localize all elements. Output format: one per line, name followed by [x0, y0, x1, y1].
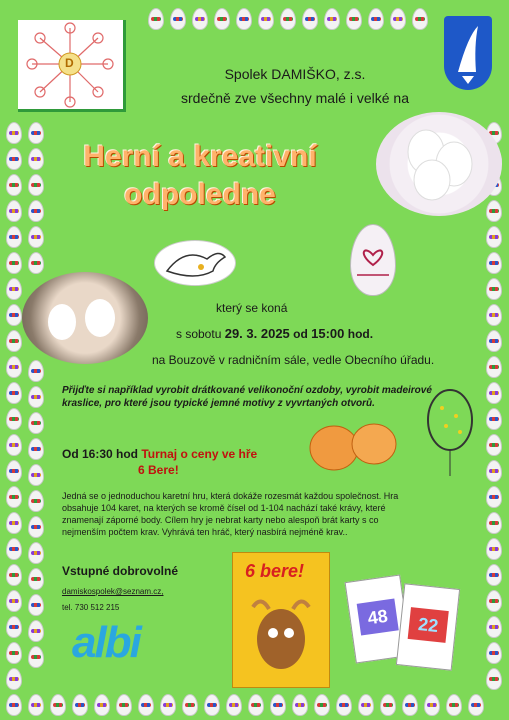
decorative-egg [336, 694, 352, 716]
tournament-time: Od 16:30 hod [62, 447, 139, 461]
title-line-2: odpoledne [124, 178, 276, 211]
decorative-egg [486, 226, 502, 248]
decorative-egg [6, 694, 22, 716]
decorative-egg [358, 694, 374, 716]
decorative-egg [486, 330, 502, 352]
craft-description: Přijďte si například vyrobit drátkované velikonoční ozdoby, vyrobit madeirové kraslice, pro které jsou typické jemné motivy z vyvrtaných otvorů. [62, 385, 432, 409]
phone-number: tel. 730 512 215 [62, 603, 120, 612]
decorative-egg [486, 356, 502, 378]
decorative-egg [94, 694, 110, 716]
event-date-line [176, 326, 373, 342]
decorative-egg [28, 252, 44, 274]
decorative-egg [138, 694, 154, 716]
decorative-egg [192, 8, 208, 30]
decorative-egg [412, 8, 428, 30]
decorative-egg [6, 564, 22, 586]
event-date: 29. 3. 2025 [224, 326, 290, 341]
lace-eggs-photo [376, 112, 502, 216]
decorative-egg [6, 590, 22, 612]
decorative-egg [486, 616, 502, 638]
event-intro: který se koná [216, 301, 288, 315]
game-box-title: 6 bere! [245, 561, 305, 581]
organizer-text [160, 62, 430, 110]
heart-egg-photo [350, 224, 396, 296]
decorative-egg [28, 386, 44, 408]
decorative-egg [486, 304, 502, 326]
decorative-egg [226, 694, 242, 716]
wire-egg-photo [412, 386, 490, 478]
decorative-egg [368, 8, 384, 30]
decorative-egg [486, 278, 502, 300]
decorative-egg [236, 8, 252, 30]
decorative-egg [486, 512, 502, 534]
decorative-egg [6, 434, 22, 456]
tournament-name-1: Turnaj o ceny ve hře [141, 447, 258, 461]
decorative-egg [390, 8, 406, 30]
decorative-egg [302, 8, 318, 30]
decorative-egg [486, 668, 502, 690]
decorative-egg [380, 694, 396, 716]
page-title [40, 138, 360, 214]
decorative-egg [6, 642, 22, 664]
invite-line: srdečně zve všechny malé i velké na [181, 90, 409, 106]
game-cards-image [344, 572, 456, 668]
decorative-egg [6, 668, 22, 690]
decorative-egg [6, 148, 22, 170]
decorative-egg [6, 252, 22, 274]
decorative-egg [270, 694, 286, 716]
email-link[interactable]: damiskospolek@seznam.cz, [62, 587, 164, 596]
decorative-egg [324, 8, 340, 30]
decorative-egg [28, 542, 44, 564]
decorative-egg [6, 382, 22, 404]
albi-logo: albi [72, 618, 140, 667]
title-line-1: Herní a kreativní [83, 140, 317, 173]
decorative-egg [28, 464, 44, 486]
decorative-egg [6, 330, 22, 352]
decorative-egg [28, 438, 44, 460]
tournament-name-2: 6 Bere! [138, 463, 179, 477]
decorative-egg [160, 694, 176, 716]
decorative-egg [6, 174, 22, 196]
decorative-egg [424, 694, 440, 716]
decorative-egg [6, 278, 22, 300]
decorative-egg [248, 694, 264, 716]
decorative-egg [468, 694, 484, 716]
tournament-info [62, 446, 302, 478]
decorative-egg [6, 512, 22, 534]
decorative-egg [486, 538, 502, 560]
card-22-value: 22 [408, 607, 449, 643]
decorative-egg [6, 226, 22, 248]
decorative-egg [292, 694, 308, 716]
game-description: Jedná se o jednoduchou karetní hru, která dokáže rozesmát každou společnost. Hra obsahuje 104 karet, na kterých se kromě čísel od 1-104 nachází také krávy, které znamenají záporné body. Cílem hry je nebrat karty nebo alespoň brát karty s co nejmenším počtem krav. Vyhrává ten hráč, který nasbírá nejméně krav.. [62, 491, 399, 537]
decorative-egg [50, 694, 66, 716]
decorative-egg [170, 8, 186, 30]
decorative-egg [28, 412, 44, 434]
decorative-egg [6, 460, 22, 482]
wire-bird-photo [154, 240, 236, 286]
decorative-egg [28, 594, 44, 616]
game-box-image [232, 552, 330, 688]
coat-of-arms-icon [444, 16, 492, 90]
decorative-egg [6, 408, 22, 430]
decorative-egg [28, 646, 44, 668]
time-suffix: hod. [347, 327, 374, 341]
card-48-value: 48 [357, 599, 399, 636]
decorative-egg [28, 694, 44, 716]
decorative-egg [6, 486, 22, 508]
decorative-egg [446, 694, 462, 716]
decorative-egg [486, 642, 502, 664]
decorative-egg [486, 486, 502, 508]
decorative-egg [402, 694, 418, 716]
decorative-egg [6, 304, 22, 326]
decorative-egg [314, 694, 330, 716]
org-name: Spolek DAMIŠKO, z.s. [224, 66, 366, 82]
card-22 [396, 583, 460, 670]
decorative-egg [346, 8, 362, 30]
decorative-egg [6, 200, 22, 222]
decorative-egg [116, 694, 132, 716]
decorative-egg [28, 568, 44, 590]
decorative-egg [72, 694, 88, 716]
drilling-egg-photo [22, 272, 148, 364]
logo-letter: D [65, 56, 74, 70]
decorative-egg [28, 516, 44, 538]
event-place: na Bouzově v radničním sále, vedle Obecního úřadu. [152, 353, 435, 367]
decorative-egg [28, 226, 44, 248]
decorative-egg [280, 8, 296, 30]
date-prefix: s sobotu [176, 327, 222, 341]
decorative-egg [6, 616, 22, 638]
decorative-egg [6, 122, 22, 144]
decorative-egg [214, 8, 230, 30]
decorative-egg [28, 620, 44, 642]
decorative-egg [204, 694, 220, 716]
decorative-egg [182, 694, 198, 716]
time-prefix: od [293, 327, 308, 341]
decorative-egg [6, 538, 22, 560]
decorative-egg [486, 252, 502, 274]
decorative-egg [486, 590, 502, 612]
decorative-egg [6, 356, 22, 378]
decorative-egg [28, 490, 44, 512]
damisko-logo [18, 20, 126, 112]
entry-fee: Vstupné dobrovolné [62, 564, 179, 578]
decorative-egg [258, 8, 274, 30]
orange-eggs-photo [304, 416, 400, 476]
decorative-egg [486, 564, 502, 586]
decorative-egg [148, 8, 164, 30]
event-time: 15:00 [311, 326, 345, 341]
